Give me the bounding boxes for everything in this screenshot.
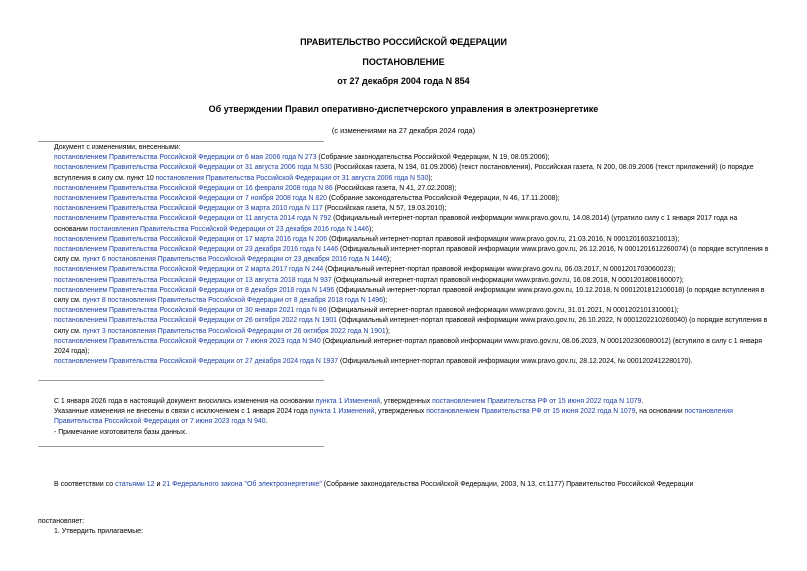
amendment-link[interactable]: постановлением Правительства Российской Федерации от 7 июня 2023 года N 940	[54, 337, 321, 345]
amendment-link[interactable]: постановлением Правительства Российской Федерации от 27 декабря 2024 года N 1937	[54, 358, 339, 366]
amendment-item	[38, 276, 769, 286]
preamble-text: и	[154, 481, 163, 488]
editor-note-block	[38, 397, 769, 438]
amendment-item	[38, 184, 769, 194]
link-article-12[interactable]: статьями 12	[115, 481, 155, 488]
amendment-source: (Российская газета, N 57, 19.03.2010);	[322, 205, 447, 213]
editor-note-footer: - Примечание изготовителя базы данных.	[54, 428, 188, 436]
amendment-source: (Российская газета, N 194, 01.09.2006) (текст постановления), Российская газета, N 200, 08.09.2006 (текст приложений) (о порядке вступления в силу см. пункт 10	[54, 164, 754, 182]
amendment-effect-link[interactable]: пункт 8 постановления Правительства Российской Федерации от 8 декабря 2018 года N 1496	[82, 297, 383, 305]
document-title: Об утверждении Правил оперативно-диспетчерского управления в электроэнергетике	[208, 104, 599, 114]
amendment-tail: );	[385, 327, 390, 335]
amendment-tail: );	[386, 256, 392, 264]
amendment-source: (Официальный интернет-портал правовой информации www.pravo.gov.ru, 14.08.2014) (утратило силу с 1 января 2017 года на основании	[54, 215, 738, 233]
link-resolution-940[interactable]: постановления Правительства Российской Федерации от 7 июня 2023 года N 940	[54, 408, 733, 426]
amendment-source: (Официальный интернет-портал правовой информации www.pravo.gov.ru, 26.12.2016, N 0001201612260074) (о порядке вступления в силу см.	[54, 246, 769, 264]
decree-word: постановляет:	[38, 518, 85, 525]
decree-item-1: 1. Утвердить прилагаемые:	[54, 528, 143, 535]
amendment-source: (Официальный интернет-портал правовой информации www.pravo.gov.ru, 06.03.2017, N 0001201703060023);	[323, 266, 676, 274]
amendment-link[interactable]: постановлением Правительства Российской Федерации от 2 марта 2017 года N 244	[54, 266, 324, 274]
amendment-link[interactable]: постановлением Правительства Российской Федерации от 6 мая 2006 года N 273	[54, 154, 317, 162]
amendment-item	[38, 204, 769, 214]
amendment-item	[38, 265, 769, 275]
editor-note-text: .	[265, 418, 268, 426]
link-resolution-1079[interactable]: постановлением Правительства РФ от 15 июня 2022 года N 1079	[426, 408, 636, 416]
amendment-link[interactable]: постановлением Правительства Российской Федерации от 13 августа 2018 года N 937	[54, 276, 332, 284]
amendment-tail: );	[382, 297, 388, 305]
amendment-link[interactable]: постановлением Правительства Российской Федерации от 8 декабря 2018 года N 1496	[54, 286, 335, 294]
amendment-source: (Официальный интернет-портал правовой информации www.pravo.gov.ru, 28.12.2024, № 0001202412280170).	[338, 358, 693, 366]
amendment-effect-link[interactable]: постановления Правительства Российской Федерации от 23 декабря 2016 года N 1446	[89, 225, 369, 233]
editor-note-paragraph-1	[38, 397, 769, 407]
amendment-source: (Собрание законодательства Российской Федерации, N 19, 08.05.2006);	[316, 154, 550, 162]
amendment-item	[38, 337, 769, 357]
amendment-item	[38, 245, 769, 265]
link-changes-item-1[interactable]: пункта 1 Изменений	[315, 398, 381, 405]
amendment-source: (Официальный интернет-портал правовой информации www.pravo.gov.ru, 10.12.2018, N 0001201812100018) (о порядке вступления в силу см.	[54, 286, 765, 305]
document-type: ПОСТАНОВЛЕНИЕ	[362, 57, 445, 67]
editor-note-text: .	[641, 398, 644, 405]
preamble-text: (Собрание законодательства Российской Федерации, 2003, N 13, ст.1177) Правительство Российской Федерации	[321, 481, 694, 488]
amendment-tail: );	[428, 174, 433, 182]
amendment-source: (Официальный интернет-портал правовой информации www.pravo.gov.ru, 26.10.2022, N 0001202210260040) (о порядке вступления в силу см.	[54, 317, 768, 335]
amendment-link[interactable]: постановлением Правительства Российской Федерации от 11 августа 2014 года N 792	[54, 215, 332, 223]
amendment-link[interactable]: постановлением Правительства Российской Федерации от 31 августа 2006 года N 530	[54, 164, 332, 172]
document-date-number: от 27 декабря 2004 года N 854	[337, 76, 470, 86]
amendment-source: (Официальный интернет-портал правовой информации www.pravo.gov.ru, 16.08.2018, N 0001201808160007);	[331, 276, 684, 284]
amendment-link[interactable]: постановлением Правительства Российской Федерации от 16 февраля 2008 года N 86	[54, 184, 333, 192]
amendment-source: (Официальный интернет-портал правовой информации www.pravo.gov.ru, 08.06.2023, N 0001202306080012) (вступило в силу с 1 января 2024 года);	[54, 337, 762, 356]
amendment-link[interactable]: постановлением Правительства Российской Федерации от 23 декабря 2016 года N 1446	[54, 246, 339, 254]
amendment-item	[38, 286, 769, 306]
editor-note-text: , на основании	[635, 408, 685, 416]
amendment-link[interactable]: постановлением Правительства Российской Федерации от 7 ноября 2008 года N 820	[54, 195, 327, 203]
amendment-item	[38, 357, 769, 367]
amendment-link[interactable]: постановлением Правительства Российской Федерации от 17 марта 2016 года N 206	[54, 235, 328, 243]
amendments-intro: Документ с изменениями, внесенными:	[54, 144, 181, 151]
amendment-link[interactable]: постановлением Правительства Российской Федерации от 3 марта 2010 года N 117	[54, 205, 323, 213]
divider-top	[38, 141, 324, 142]
document-revision: (с изменениями на 27 декабря 2024 года)	[331, 126, 476, 135]
preamble-paragraph	[38, 480, 769, 490]
amendment-item	[38, 235, 769, 245]
link-changes-item-1[interactable]: пункта 1 Изменений	[309, 408, 375, 416]
amendment-source: (Официальный интернет-портал правовой информации www.pravo.gov.ru, 31.01.2021, N 0001202101310001);	[326, 307, 679, 315]
preamble-text: В соответствии со	[54, 481, 116, 488]
amendment-link[interactable]: постановлением Правительства Российской Федерации от 30 января 2021 года N 86	[54, 307, 327, 315]
decree-item-1-wrap	[38, 527, 769, 537]
divider-mid	[38, 380, 324, 381]
amendment-item	[38, 306, 769, 316]
amendments-block	[38, 143, 769, 367]
amendment-tail: );	[368, 225, 374, 233]
divider-bottom	[38, 446, 324, 447]
document-org: ПРАВИТЕЛЬСТВО РОССИЙСКОЙ ФЕДЕРАЦИИ	[300, 37, 507, 47]
amendment-source: (Собрание законодательства Российской Федерации, N 46, 17.11.2008);	[326, 195, 560, 203]
amendment-source: (Официальный интернет-портал правовой информации www.pravo.gov.ru, 21.03.2016, N 0001201603210013);	[327, 235, 680, 243]
amendment-effect-link[interactable]: постановления Правительства Российской Федерации от 31 августа 2006 года N 530	[155, 174, 429, 182]
amendment-item	[38, 214, 769, 234]
amendment-item	[38, 316, 769, 336]
editor-note-paragraph-2	[38, 407, 769, 427]
editor-note-text: , утвержденных	[380, 398, 433, 405]
link-article-21-federal-law[interactable]: 21 Федерального закона "Об электроэнергетике"	[162, 481, 322, 488]
amendment-item	[38, 163, 769, 183]
amendment-link[interactable]: постановлением Правительства Российской Федерации от 26 октября 2022 года N 1901	[54, 317, 338, 325]
amendments-list	[38, 153, 769, 367]
amendment-effect-link[interactable]: пункт 3 постановления Правительства Российской Федерации от 26 октября 2022 года N 1901	[82, 327, 386, 335]
amendment-item	[38, 194, 769, 204]
editor-note-text: , утвержденных	[374, 408, 427, 416]
amendment-source: (Российская газета, N 41, 27.02.2008);	[332, 184, 457, 192]
amendment-item	[38, 153, 769, 163]
editor-note-text: Указанные изменения не внесены в связи с исключением с 1 января 2024 года	[54, 408, 310, 416]
amendment-effect-link[interactable]: пункт 6 постановления Правительства Российской Федерации от 23 декабря 2016 года N 1446	[82, 256, 387, 264]
editor-note-text: С 1 января 2026 года в настоящий документ вносились изменения на основании	[54, 398, 316, 405]
link-resolution-1079[interactable]: постановлением Правительства РФ от 15 июня 2022 года N 1079	[432, 398, 642, 405]
